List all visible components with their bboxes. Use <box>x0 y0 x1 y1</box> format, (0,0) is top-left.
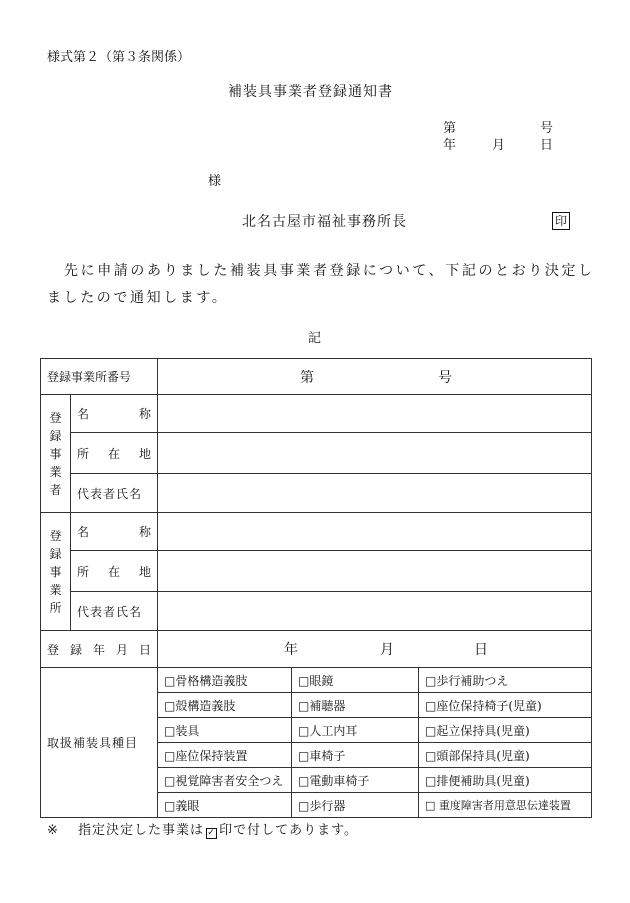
type-item: □眼鏡 <box>292 668 419 693</box>
type-item: □殻構造義肢 <box>158 693 292 718</box>
type-item: □座位保持装置 <box>158 743 292 768</box>
note-text-before: 指定決定した事業は <box>78 823 205 838</box>
seal-stamp: 印 <box>552 210 570 230</box>
type-item: □歩行器 <box>292 793 419 818</box>
note-text-after: 印で付してあります。 <box>219 823 359 838</box>
date-day: 日 <box>540 138 554 153</box>
operator-name-label: 名 称 <box>71 395 158 433</box>
note-mark: ※ <box>47 823 59 838</box>
office-name-value <box>158 513 592 551</box>
ki-heading: 記 <box>308 331 322 346</box>
type-item: □義眼 <box>158 793 292 818</box>
operator-rep-label: 代表者氏名 <box>71 474 158 513</box>
reg-date-label: 登 録 年 月 日 <box>41 631 158 668</box>
operator-rep-value <box>158 474 592 513</box>
type-item: □頭部保持具(児童) <box>419 743 592 768</box>
office-address-value <box>158 551 592 592</box>
office-rep-label: 代表者氏名 <box>71 592 158 631</box>
type-item: □車椅子 <box>292 743 419 768</box>
type-item: □補聴器 <box>292 693 419 718</box>
document-title: 補装具事業者登録通知書 <box>228 84 393 100</box>
reg-number-label: 登録事業所番号 <box>41 359 158 395</box>
type-item: □排便補助具(児童) <box>419 768 592 793</box>
type-item: □電動車椅子 <box>292 768 419 793</box>
office-name-label: 名 称 <box>71 513 158 551</box>
check-icon: ✓ <box>207 828 216 838</box>
operator-address-label: 所 在 地 <box>71 433 158 474</box>
office-rep-value <box>158 592 592 631</box>
type-item: □視覚障害者安全つえ <box>158 768 292 793</box>
body-line-2: ましたので通知します。 <box>47 290 229 306</box>
type-item: □起立保持具(児童) <box>419 718 592 743</box>
body-line-1: 先に申請のありました補装具事業者登録について、下記のとおり決定し <box>64 263 595 279</box>
type-item: □骨格構造義肢 <box>158 668 292 693</box>
addressee-suffix: 様 <box>208 174 222 189</box>
operator-address-value <box>158 433 592 474</box>
group1-label: 登 録 事 業 者 <box>41 395 71 513</box>
type-item: □人工内耳 <box>292 718 419 743</box>
operator-name-value <box>158 395 592 433</box>
office-address-label: 所 在 地 <box>71 551 158 592</box>
type-item: □座位保持椅子(児童) <box>419 693 592 718</box>
type-item: □装具 <box>158 718 292 743</box>
type-item: □歩行補助つえ <box>419 668 592 693</box>
type-item: □ 重度障害者用意思伝達装置 <box>419 793 592 818</box>
doc-number-go: 号 <box>540 121 554 136</box>
date-month: 月 <box>492 138 506 153</box>
types-label: 取扱補装具種目 <box>41 668 158 818</box>
doc-number-dai: 第 <box>443 121 457 136</box>
reg-date-value: 年 月 日 <box>158 631 592 668</box>
form-number: 様式第２（第３条関係） <box>47 50 191 65</box>
reg-number-value: 第 号 <box>158 359 592 395</box>
issuer-name: 北名古屋市福祉事務所長 <box>242 214 407 230</box>
date-year: 年 <box>443 138 457 153</box>
group2-label: 登 録 事 業 所 <box>41 513 71 631</box>
footnote <box>47 819 358 839</box>
registration-table <box>40 358 592 818</box>
